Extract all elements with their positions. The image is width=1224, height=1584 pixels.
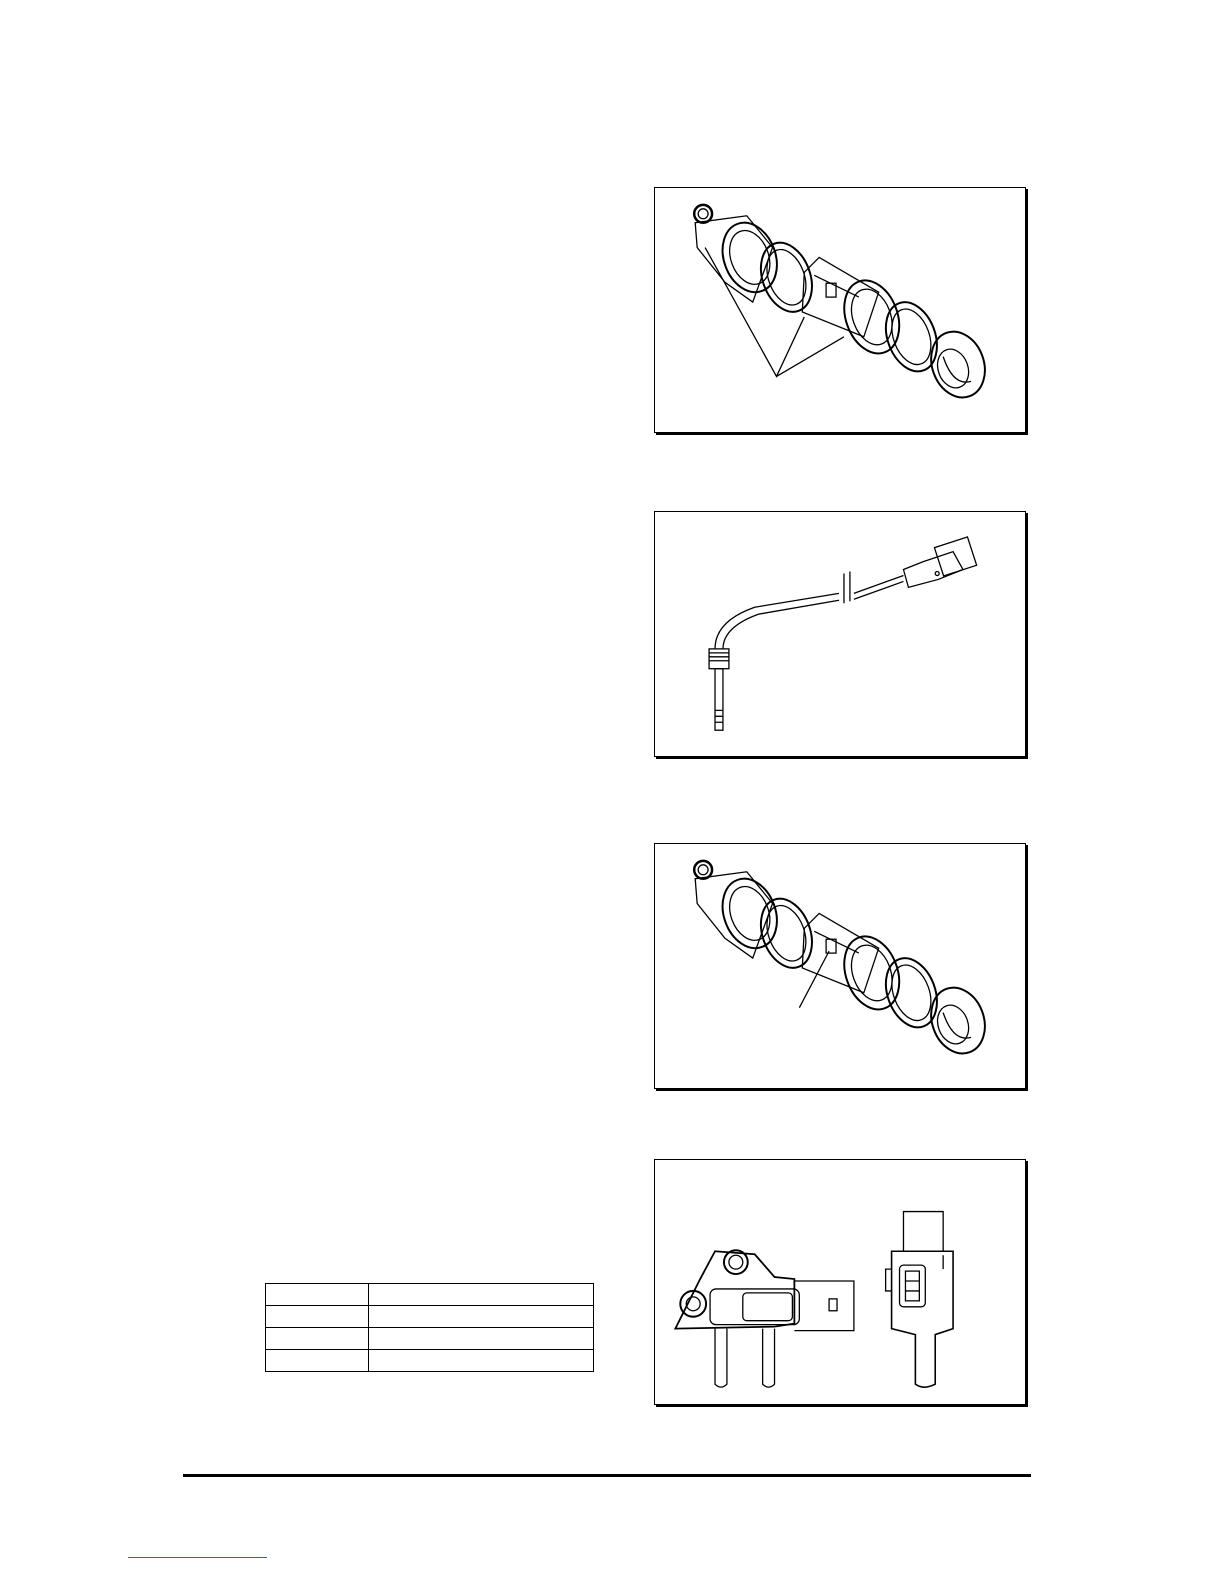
table-cell [369, 1328, 594, 1350]
figure-dpf-sensor-location [654, 843, 1026, 1089]
table-cell [266, 1284, 369, 1306]
table-cell [369, 1350, 594, 1372]
dpf-assembly-sensor-icon [655, 844, 1025, 1088]
table-cell [266, 1328, 369, 1350]
table-row [266, 1350, 594, 1372]
table-cell [266, 1350, 369, 1372]
spec-table [265, 1283, 594, 1372]
table-row [266, 1306, 594, 1328]
table-cell [266, 1306, 369, 1328]
figure-pressure-sensor [654, 1159, 1026, 1405]
footer-link-underline[interactable] [128, 1557, 267, 1558]
figure-dpf-exploded-view [654, 187, 1026, 433]
figure-temperature-sensor [654, 511, 1026, 757]
table-cell [369, 1306, 594, 1328]
temperature-sensor-icon [655, 512, 1025, 756]
dpf-assembly-exploded-icon [655, 188, 1025, 432]
table-row [266, 1284, 594, 1306]
pressure-sensor-icon [655, 1160, 1025, 1404]
footer-rule [183, 1474, 1031, 1477]
table-row [266, 1328, 594, 1350]
table-cell [369, 1284, 594, 1306]
